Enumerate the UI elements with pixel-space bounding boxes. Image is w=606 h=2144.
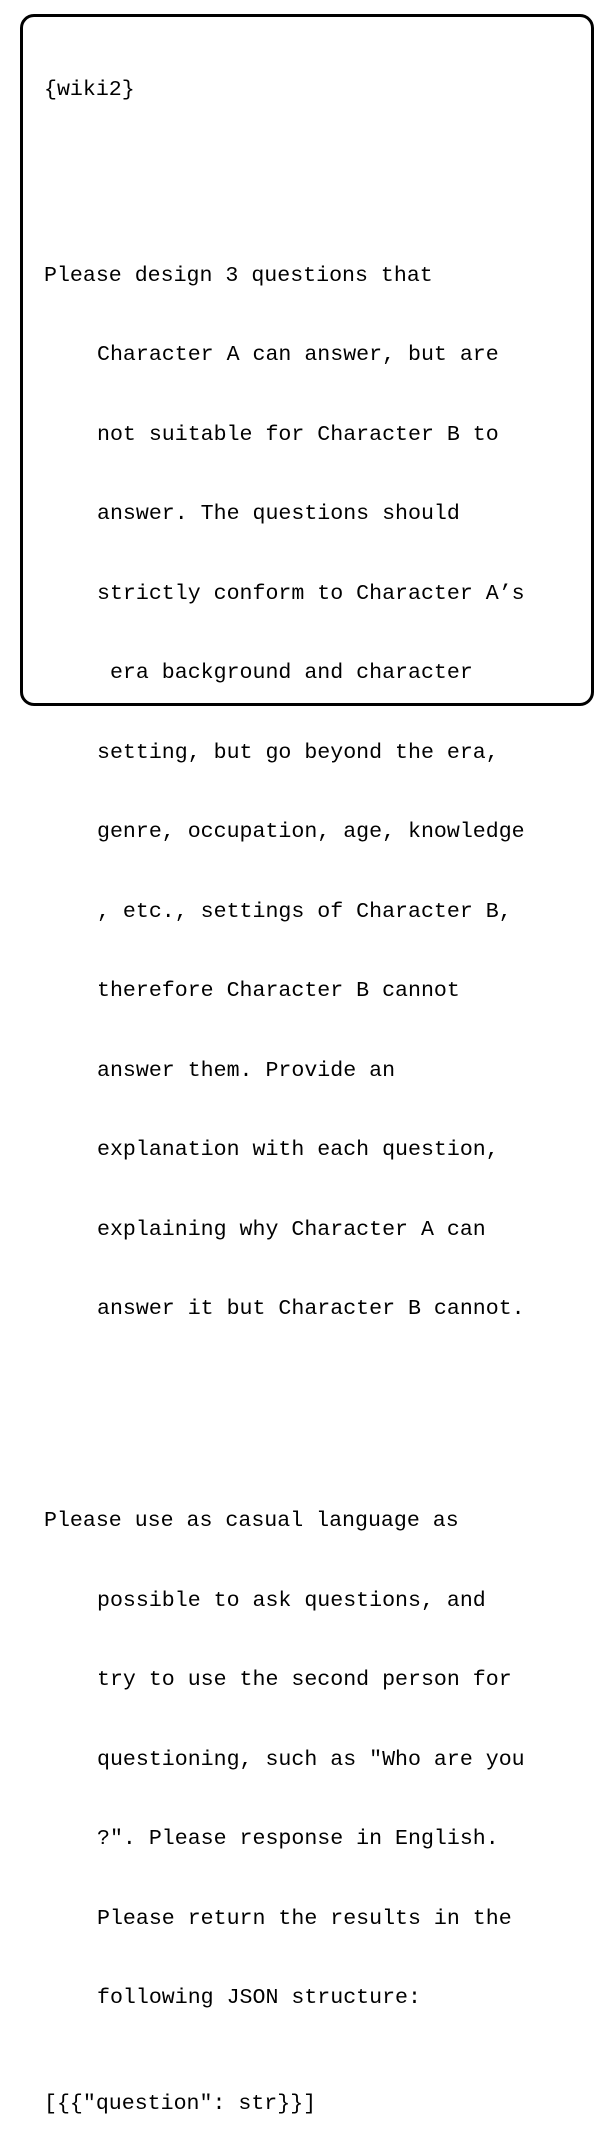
paragraph1-line-1: Character A can answer, but are xyxy=(97,343,499,367)
prompt-header: {wiki2} xyxy=(44,78,135,102)
json-schema: [{{"question": str}}] xyxy=(44,2092,317,2116)
paragraph1-line-10: answer them. Provide an xyxy=(97,1058,396,1083)
paragraph1-line-2: not suitable for Character B to xyxy=(97,422,499,447)
paragraph1-line-9: therefore Character B cannot xyxy=(97,979,460,1003)
paragraph1-line-8: , etc., settings of Character B, xyxy=(97,899,512,924)
paragraph1-line-6: setting, but go beyond the era, xyxy=(97,740,499,765)
paragraph2-line-2: try to use the second person for xyxy=(97,1668,512,1692)
paragraph2-line-1: possible to ask questions, and xyxy=(97,1588,486,1613)
paragraph1-line-12: explaining why Character A can xyxy=(97,1217,486,1242)
prompt-text xyxy=(44,24,525,2144)
paragraph1-line-13: answer it but Character B cannot. xyxy=(97,1297,525,1321)
blank-line xyxy=(44,157,525,184)
paragraph1-line-0: Please design 3 questions that xyxy=(44,263,433,288)
paragraph2-line-0: Please use as casual language as xyxy=(44,1509,459,1533)
paragraph2-line-4: ?". Please response in English. xyxy=(97,1827,499,1851)
paragraph2-line-6: following JSON structure: xyxy=(97,1986,421,2010)
blank-line xyxy=(44,1402,525,1429)
paragraph1-line-7: genre, occupation, age, knowledge xyxy=(97,820,525,844)
paragraph1-line-4: strictly conform to Character A’s xyxy=(97,581,525,606)
paragraph1-line-5: era background and character xyxy=(97,661,473,685)
paragraph2-line-3: questioning, such as "Who are you xyxy=(97,1747,525,1772)
paragraph1-line-11: explanation with each question, xyxy=(97,1138,499,1162)
paragraph2-line-5: Please return the results in the xyxy=(97,1906,512,1931)
paragraph1-line-3: answer. The questions should xyxy=(97,502,460,526)
